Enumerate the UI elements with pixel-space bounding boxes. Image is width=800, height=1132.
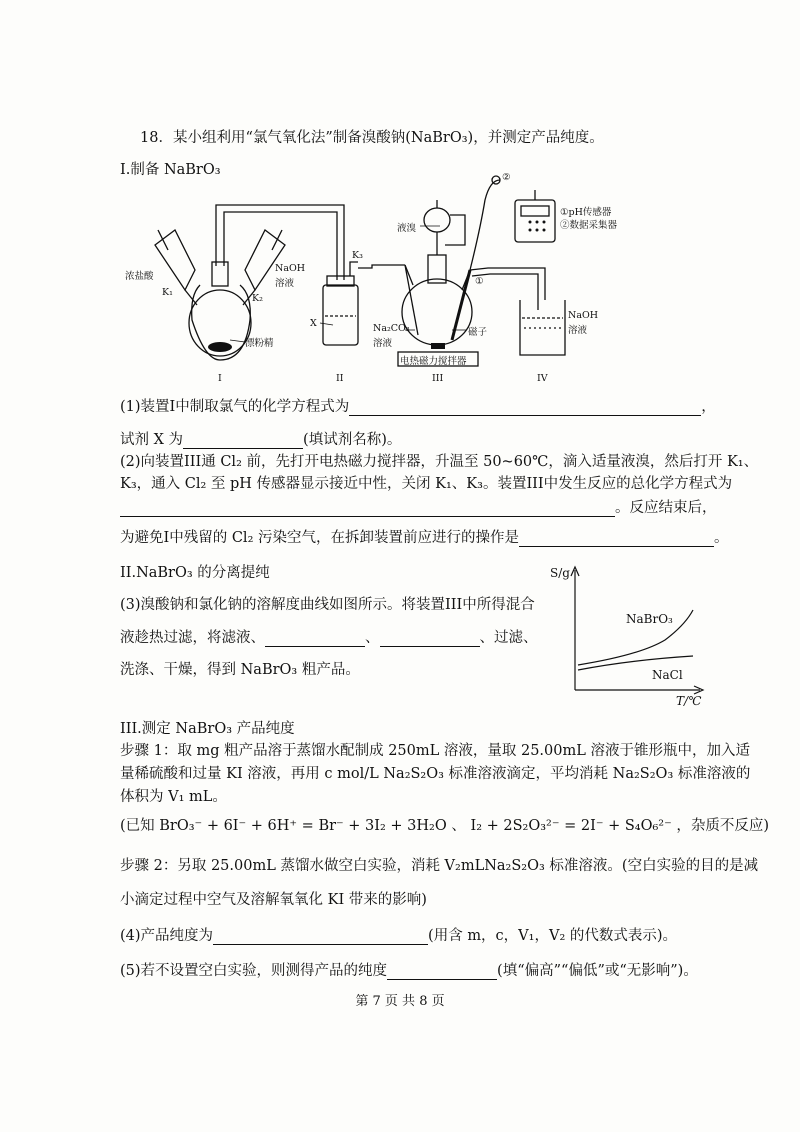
q1-text: (1)装置I中制取氯气的化学方程式为 [120, 399, 350, 415]
label-naoh-2b: 溶液 [568, 325, 588, 336]
q5-line [120, 963, 698, 980]
legend-nabro3: NaBrO₃ [626, 612, 673, 626]
label-naoh-1b: 溶液 [275, 278, 295, 289]
q1-comma: ， [701, 399, 716, 415]
step2-line-b: 小滴定过程中空气及溶解氧氧化 KI 带来的影响) [120, 892, 427, 908]
step1-line-b: 量稀硫酸和过量 KI 溶液，再用 c mol/L Na₂S₂O₃ 标准溶液滴定，平均消耗 Na₂S₂O₃ 标准溶液的 [120, 766, 751, 782]
label-liquid-br: 液溴 [397, 223, 417, 234]
label-stirrer: 电热磁力搅拌器 [400, 356, 467, 367]
q1-b-text: 试剂 X 为 [120, 432, 184, 448]
label-na2co3-a: Na₂CO₃ [373, 323, 410, 334]
q3-b-suffix: 、过滤、 [479, 630, 538, 646]
q2-line-a: (2)向装置III通 Cl₂ 前，先打开电热磁力搅拌器，升温至 50~60℃，滴入适量液溴，然后打开 K₁、 [120, 454, 759, 470]
label-circle-2: ② [502, 172, 511, 183]
step2-line-a: 步骤 2：另取 25.00mL 蒸馏水做空白实验，消耗 V₂mLNa₂S₂O₃ 标准溶液。(空白实验的目的是减 [120, 858, 759, 874]
device-label-i: I [218, 373, 222, 384]
q5-answer-blank[interactable] [387, 965, 497, 980]
q3-b-text: 液趁热过滤，将滤液、 [120, 630, 265, 646]
q2-line-b: K₃，通入 Cl₂ 至 pH 传感器显示接近中性，关闭 K₁、K₃。装置III中发生反应的总化学方程式为 [120, 476, 733, 492]
question-title: 18．某小组利用“氯气氧化法”制备溴酸钠(NaBrO₃)，并测定产品纯度。 [140, 130, 604, 146]
section-1-heading: I.制备 NaBrO₃ [120, 162, 221, 178]
chart-xlabel: T/℃ [676, 694, 702, 708]
known-equations: (已知 BrO₃⁻ + 6I⁻ + 6H⁺ = Br⁻ + 3I₂ + 3H₂O 、 I₂ + 2S₂O₃²⁻ = 2I⁻ + S₄O₆²⁻ ，杂质不反应) [120, 818, 770, 834]
label-na2co3-b: 溶液 [373, 338, 393, 349]
legend-ph-sensor: ①pH传感器 [560, 207, 612, 218]
legend-data-collector: ②数据采集器 [560, 220, 618, 231]
page-footer: 第 7 页 共 8 页 [355, 994, 445, 1009]
label-k1: K₁ [162, 287, 173, 298]
label-circle-1: ① [475, 276, 484, 287]
q4-line [120, 928, 677, 945]
q4-answer-blank[interactable] [213, 930, 428, 945]
device-label-iii: III [432, 373, 444, 384]
label-x: X [310, 318, 317, 329]
q5-text: (5)若不设置空白实验，则测得产品的纯度 [120, 963, 388, 979]
label-conc-hcl: 浓盐酸 [125, 271, 154, 282]
legend-nacl: NaCl [652, 668, 683, 682]
label-k3: K₃ [352, 250, 363, 261]
section-2-heading: II.NaBrO₃ 的分离提纯 [120, 565, 270, 581]
section-3-heading: III.测定 NaBrO₃ 产品纯度 [120, 721, 295, 737]
label-naoh-2a: NaOH [568, 310, 599, 321]
label-naoh-1a: NaOH [275, 263, 306, 274]
device-label-ii: II [336, 373, 344, 384]
step1-line-a: 步骤 1：取 mg 粗产品溶于蒸馏水配制成 250mL 溶液，量取 25.00mL 溶液于锥形瓶中，加入适 [120, 743, 750, 759]
chart-ylabel: S/g [550, 566, 570, 580]
q1-b-suffix: (填试剂名称)。 [303, 432, 402, 448]
q3-line-c: 洗涤、干燥，得到 NaBrO₃ 粗产品。 [120, 662, 360, 678]
label-k2: K₂ [252, 293, 263, 304]
label-stir-bar: 磁子 [468, 327, 488, 338]
q4-text: (4)产品纯度为 [120, 928, 214, 944]
q3-sep: 、 [365, 630, 380, 646]
q4-suffix: (用含 m，c，V₁，V₂ 的代数式表示)。 [428, 928, 678, 944]
q3-line-a: (3)溴酸钠和氯化钠的溶解度曲线如图所示。将装置III中所得混合 [120, 597, 535, 613]
q2-c-text: 。反应结束后， [615, 500, 717, 516]
q2-d-text: 为避免I中残留的 Cl₂ 污染空气，在拆卸装置前应进行的操作是 [120, 530, 519, 546]
q5-suffix: (填“偏高”“偏低”或“无影响”)。 [497, 963, 698, 979]
q2-end: 。 [714, 530, 729, 546]
device-label-iv: IV [537, 373, 548, 384]
label-bleach: 漂粉精 [245, 338, 274, 349]
step1-line-c: 体积为 V₁ mL。 [120, 789, 227, 805]
